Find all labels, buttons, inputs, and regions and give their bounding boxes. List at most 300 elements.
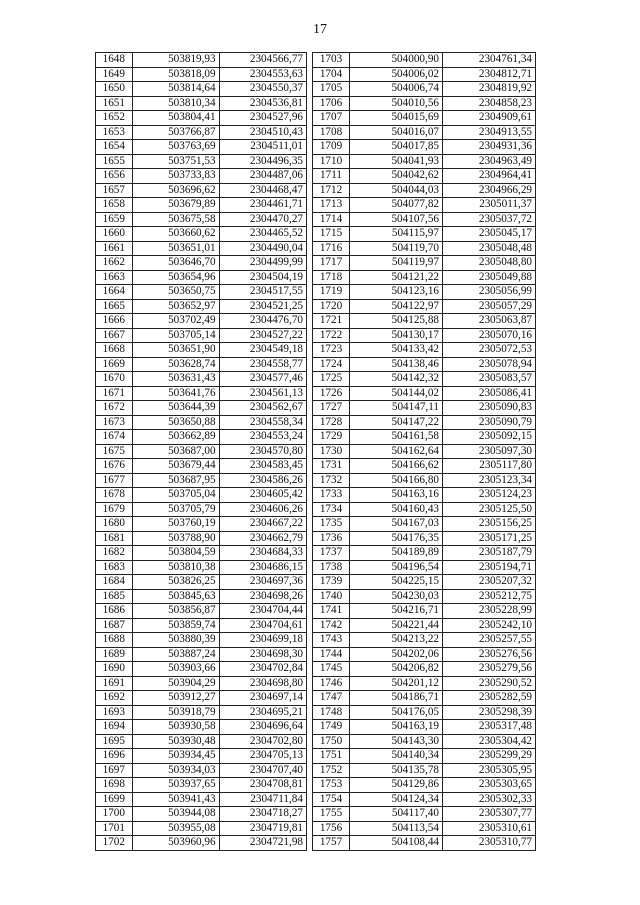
x-coordinate-cell: 504042,62 bbox=[350, 169, 443, 184]
table-row bbox=[313, 154, 536, 169]
point-number-cell: 1695 bbox=[96, 734, 133, 749]
x-coordinate-cell: 503660,62 bbox=[132, 227, 219, 242]
x-coordinate-cell: 504143,30 bbox=[350, 734, 443, 749]
y-coordinate-cell: 2305063,87 bbox=[443, 314, 536, 329]
x-coordinate-cell: 504107,56 bbox=[350, 212, 443, 227]
x-coordinate-cell: 504010,56 bbox=[350, 96, 443, 111]
y-coordinate-cell: 2304708,81 bbox=[219, 778, 306, 793]
point-number-cell: 1716 bbox=[313, 241, 350, 256]
y-coordinate-cell: 2304704,61 bbox=[219, 618, 306, 633]
point-number-cell: 1720 bbox=[313, 299, 350, 314]
y-coordinate-cell: 2305310,77 bbox=[443, 836, 536, 851]
y-coordinate-cell: 2304605,42 bbox=[219, 488, 306, 503]
table-row bbox=[96, 314, 307, 329]
point-number-cell: 1649 bbox=[96, 67, 133, 82]
table-row bbox=[313, 618, 536, 633]
x-coordinate-cell: 504196,54 bbox=[350, 560, 443, 575]
table-row bbox=[313, 546, 536, 561]
y-coordinate-cell: 2305242,10 bbox=[443, 618, 536, 633]
point-number-cell: 1668 bbox=[96, 343, 133, 358]
point-number-cell: 1756 bbox=[313, 821, 350, 836]
y-coordinate-cell: 2304461,71 bbox=[219, 198, 306, 213]
x-coordinate-cell: 504225,15 bbox=[350, 575, 443, 590]
y-coordinate-cell: 2304913,55 bbox=[443, 125, 536, 140]
x-coordinate-cell: 504006,02 bbox=[350, 67, 443, 82]
y-coordinate-cell: 2304696,64 bbox=[219, 720, 306, 735]
x-coordinate-cell: 503644,39 bbox=[132, 401, 219, 416]
table-row bbox=[96, 299, 307, 314]
point-number-cell: 1681 bbox=[96, 531, 133, 546]
y-coordinate-cell: 2304558,77 bbox=[219, 357, 306, 372]
y-coordinate-cell: 2305037,72 bbox=[443, 212, 536, 227]
y-coordinate-cell: 2304510,43 bbox=[219, 125, 306, 140]
point-number-cell: 1725 bbox=[313, 372, 350, 387]
x-coordinate-cell: 504124,34 bbox=[350, 792, 443, 807]
table-row bbox=[96, 807, 307, 822]
table-row bbox=[96, 676, 307, 691]
point-number-cell: 1723 bbox=[313, 343, 350, 358]
x-coordinate-cell: 504216,71 bbox=[350, 604, 443, 619]
x-coordinate-cell: 503960,96 bbox=[132, 836, 219, 851]
point-number-cell: 1666 bbox=[96, 314, 133, 329]
y-coordinate-cell: 2305156,25 bbox=[443, 517, 536, 532]
page-number: 17 bbox=[313, 22, 327, 37]
x-coordinate-cell: 503702,49 bbox=[132, 314, 219, 329]
y-coordinate-cell: 2305124,23 bbox=[443, 488, 536, 503]
x-coordinate-cell: 503819,93 bbox=[132, 53, 219, 68]
x-coordinate-cell: 504122,97 bbox=[350, 299, 443, 314]
table-row bbox=[96, 53, 307, 68]
y-coordinate-cell: 2304707,40 bbox=[219, 763, 306, 778]
x-coordinate-cell: 503651,90 bbox=[132, 343, 219, 358]
point-number-cell: 1713 bbox=[313, 198, 350, 213]
x-coordinate-cell: 503631,43 bbox=[132, 372, 219, 387]
table-row bbox=[313, 299, 536, 314]
y-coordinate-cell: 2304699,18 bbox=[219, 633, 306, 648]
table-row bbox=[96, 198, 307, 213]
point-number-cell: 1664 bbox=[96, 285, 133, 300]
y-coordinate-cell: 2304667,22 bbox=[219, 517, 306, 532]
point-number-cell: 1654 bbox=[96, 140, 133, 155]
point-number-cell: 1744 bbox=[313, 647, 350, 662]
x-coordinate-cell: 503675,58 bbox=[132, 212, 219, 227]
y-coordinate-cell: 2305302,33 bbox=[443, 792, 536, 807]
y-coordinate-cell: 2304606,26 bbox=[219, 502, 306, 517]
y-coordinate-cell: 2304819,92 bbox=[443, 82, 536, 97]
y-coordinate-cell: 2304931,36 bbox=[443, 140, 536, 155]
point-number-cell: 1691 bbox=[96, 676, 133, 691]
table-row bbox=[313, 227, 536, 242]
y-coordinate-cell: 2304698,80 bbox=[219, 676, 306, 691]
table-row bbox=[96, 502, 307, 517]
y-coordinate-cell: 2304499,99 bbox=[219, 256, 306, 271]
y-coordinate-cell: 2305303,65 bbox=[443, 778, 536, 793]
table-row bbox=[313, 633, 536, 648]
table-row bbox=[96, 517, 307, 532]
y-coordinate-cell: 2304465,52 bbox=[219, 227, 306, 242]
point-number-cell: 1750 bbox=[313, 734, 350, 749]
point-number-cell: 1700 bbox=[96, 807, 133, 822]
x-coordinate-cell: 504189,89 bbox=[350, 546, 443, 561]
point-number-cell: 1747 bbox=[313, 691, 350, 706]
y-coordinate-cell: 2305171,25 bbox=[443, 531, 536, 546]
table-row bbox=[96, 604, 307, 619]
point-number-cell: 1708 bbox=[313, 125, 350, 140]
x-coordinate-cell: 503955,08 bbox=[132, 821, 219, 836]
table-row bbox=[313, 691, 536, 706]
x-coordinate-cell: 504202,06 bbox=[350, 647, 443, 662]
point-number-cell: 1667 bbox=[96, 328, 133, 343]
y-coordinate-cell: 2304761,34 bbox=[443, 53, 536, 68]
point-number-cell: 1729 bbox=[313, 430, 350, 445]
x-coordinate-cell: 504000,90 bbox=[350, 53, 443, 68]
table-row bbox=[96, 459, 307, 474]
y-coordinate-cell: 2305299,29 bbox=[443, 749, 536, 764]
y-coordinate-cell: 2305228,99 bbox=[443, 604, 536, 619]
point-number-cell: 1648 bbox=[96, 53, 133, 68]
y-coordinate-cell: 2304487,06 bbox=[219, 169, 306, 184]
point-number-cell: 1755 bbox=[313, 807, 350, 822]
table-row bbox=[96, 111, 307, 126]
x-coordinate-cell: 504113,54 bbox=[350, 821, 443, 836]
table-row bbox=[313, 589, 536, 604]
table-row bbox=[313, 372, 536, 387]
table-row bbox=[96, 270, 307, 285]
table-row bbox=[313, 749, 536, 764]
x-coordinate-cell: 503804,59 bbox=[132, 546, 219, 561]
point-number-cell: 1730 bbox=[313, 444, 350, 459]
table-row bbox=[96, 575, 307, 590]
y-coordinate-cell: 2305011,37 bbox=[443, 198, 536, 213]
y-coordinate-cell: 2304702,80 bbox=[219, 734, 306, 749]
y-coordinate-cell: 2304490,04 bbox=[219, 241, 306, 256]
table-row bbox=[96, 183, 307, 198]
table-row bbox=[96, 821, 307, 836]
table-row bbox=[313, 778, 536, 793]
coordinate-table-left bbox=[95, 52, 307, 851]
point-number-cell: 1742 bbox=[313, 618, 350, 633]
point-number-cell: 1745 bbox=[313, 662, 350, 677]
y-coordinate-cell: 2305194,71 bbox=[443, 560, 536, 575]
x-coordinate-cell: 504160,43 bbox=[350, 502, 443, 517]
point-number-cell: 1698 bbox=[96, 778, 133, 793]
table-row bbox=[313, 401, 536, 416]
x-coordinate-cell: 503937,65 bbox=[132, 778, 219, 793]
x-coordinate-cell: 503696,62 bbox=[132, 183, 219, 198]
x-coordinate-cell: 503651,01 bbox=[132, 241, 219, 256]
x-coordinate-cell: 504041,93 bbox=[350, 154, 443, 169]
point-number-cell: 1751 bbox=[313, 749, 350, 764]
point-number-cell: 1686 bbox=[96, 604, 133, 619]
x-coordinate-cell: 504108,44 bbox=[350, 836, 443, 851]
point-number-cell: 1704 bbox=[313, 67, 350, 82]
y-coordinate-cell: 2305070,16 bbox=[443, 328, 536, 343]
point-number-cell: 1741 bbox=[313, 604, 350, 619]
y-coordinate-cell: 2305078,94 bbox=[443, 357, 536, 372]
point-number-cell: 1719 bbox=[313, 285, 350, 300]
y-coordinate-cell: 2304496,35 bbox=[219, 154, 306, 169]
x-coordinate-cell: 503912,27 bbox=[132, 691, 219, 706]
x-coordinate-cell: 504213,22 bbox=[350, 633, 443, 648]
x-coordinate-cell: 503818,09 bbox=[132, 67, 219, 82]
table-row bbox=[96, 343, 307, 358]
table-row bbox=[313, 705, 536, 720]
point-number-cell: 1684 bbox=[96, 575, 133, 590]
table-row bbox=[313, 314, 536, 329]
table-row bbox=[313, 270, 536, 285]
x-coordinate-cell: 503826,25 bbox=[132, 575, 219, 590]
x-coordinate-cell: 504133,42 bbox=[350, 343, 443, 358]
table-row bbox=[96, 734, 307, 749]
point-number-cell: 1740 bbox=[313, 589, 350, 604]
table-row bbox=[96, 647, 307, 662]
x-coordinate-cell: 503880,39 bbox=[132, 633, 219, 648]
table-row bbox=[313, 328, 536, 343]
x-coordinate-cell: 503705,14 bbox=[132, 328, 219, 343]
point-number-cell: 1669 bbox=[96, 357, 133, 372]
table-row bbox=[313, 459, 536, 474]
y-coordinate-cell: 2304521,25 bbox=[219, 299, 306, 314]
point-number-cell: 1674 bbox=[96, 430, 133, 445]
y-coordinate-cell: 2304719,81 bbox=[219, 821, 306, 836]
y-coordinate-cell: 2304553,63 bbox=[219, 67, 306, 82]
point-number-cell: 1656 bbox=[96, 169, 133, 184]
table-row bbox=[96, 618, 307, 633]
table-row bbox=[96, 212, 307, 227]
x-coordinate-cell: 503705,79 bbox=[132, 502, 219, 517]
y-coordinate-cell: 2304698,30 bbox=[219, 647, 306, 662]
y-coordinate-cell: 2304698,26 bbox=[219, 589, 306, 604]
point-number-cell: 1655 bbox=[96, 154, 133, 169]
table-row bbox=[313, 720, 536, 735]
point-number-cell: 1722 bbox=[313, 328, 350, 343]
table-row bbox=[313, 140, 536, 155]
x-coordinate-cell: 503650,75 bbox=[132, 285, 219, 300]
x-coordinate-cell: 504147,11 bbox=[350, 401, 443, 416]
point-number-cell: 1739 bbox=[313, 575, 350, 590]
table-row bbox=[313, 604, 536, 619]
y-coordinate-cell: 2304558,34 bbox=[219, 415, 306, 430]
point-number-cell: 1670 bbox=[96, 372, 133, 387]
x-coordinate-cell: 504167,03 bbox=[350, 517, 443, 532]
point-number-cell: 1665 bbox=[96, 299, 133, 314]
point-number-cell: 1754 bbox=[313, 792, 350, 807]
point-number-cell: 1676 bbox=[96, 459, 133, 474]
y-coordinate-cell: 2305304,42 bbox=[443, 734, 536, 749]
x-coordinate-cell: 503845,63 bbox=[132, 589, 219, 604]
x-coordinate-cell: 504230,03 bbox=[350, 589, 443, 604]
x-coordinate-cell: 504016,07 bbox=[350, 125, 443, 140]
point-number-cell: 1749 bbox=[313, 720, 350, 735]
point-number-cell: 1734 bbox=[313, 502, 350, 517]
point-number-cell: 1714 bbox=[313, 212, 350, 227]
y-coordinate-cell: 2305090,83 bbox=[443, 401, 536, 416]
point-number-cell: 1652 bbox=[96, 111, 133, 126]
table-row bbox=[96, 96, 307, 111]
table-row bbox=[96, 560, 307, 575]
point-number-cell: 1736 bbox=[313, 531, 350, 546]
point-number-cell: 1737 bbox=[313, 546, 350, 561]
y-coordinate-cell: 2304468,47 bbox=[219, 183, 306, 198]
point-number-cell: 1724 bbox=[313, 357, 350, 372]
table-row bbox=[313, 473, 536, 488]
point-number-cell: 1717 bbox=[313, 256, 350, 271]
point-number-cell: 1712 bbox=[313, 183, 350, 198]
table-row bbox=[96, 749, 307, 764]
x-coordinate-cell: 503941,43 bbox=[132, 792, 219, 807]
point-number-cell: 1728 bbox=[313, 415, 350, 430]
y-coordinate-cell: 2304504,19 bbox=[219, 270, 306, 285]
y-coordinate-cell: 2304562,67 bbox=[219, 401, 306, 416]
table-row bbox=[96, 633, 307, 648]
table-row bbox=[313, 82, 536, 97]
y-coordinate-cell: 2305057,29 bbox=[443, 299, 536, 314]
point-number-cell: 1679 bbox=[96, 502, 133, 517]
y-coordinate-cell: 2305310,61 bbox=[443, 821, 536, 836]
y-coordinate-cell: 2305290,52 bbox=[443, 676, 536, 691]
table-row bbox=[96, 589, 307, 604]
x-coordinate-cell: 503814,64 bbox=[132, 82, 219, 97]
table-row bbox=[96, 662, 307, 677]
x-coordinate-cell: 503903,66 bbox=[132, 662, 219, 677]
y-coordinate-cell: 2304909,61 bbox=[443, 111, 536, 126]
y-coordinate-cell: 2305072,53 bbox=[443, 343, 536, 358]
y-coordinate-cell: 2304517,55 bbox=[219, 285, 306, 300]
table-row bbox=[313, 836, 536, 851]
x-coordinate-cell: 504135,78 bbox=[350, 763, 443, 778]
point-number-cell: 1727 bbox=[313, 401, 350, 416]
point-number-cell: 1689 bbox=[96, 647, 133, 662]
table-row bbox=[313, 169, 536, 184]
point-number-cell: 1715 bbox=[313, 227, 350, 242]
point-number-cell: 1699 bbox=[96, 792, 133, 807]
table-row bbox=[313, 792, 536, 807]
y-coordinate-cell: 2304511,01 bbox=[219, 140, 306, 155]
y-coordinate-cell: 2305279,56 bbox=[443, 662, 536, 677]
y-coordinate-cell: 2305276,56 bbox=[443, 647, 536, 662]
x-coordinate-cell: 503733,83 bbox=[132, 169, 219, 184]
y-coordinate-cell: 2305282,59 bbox=[443, 691, 536, 706]
table-row bbox=[96, 705, 307, 720]
coordinate-table-right bbox=[312, 52, 536, 851]
x-coordinate-cell: 503650,88 bbox=[132, 415, 219, 430]
point-number-cell: 1693 bbox=[96, 705, 133, 720]
y-coordinate-cell: 2305257,55 bbox=[443, 633, 536, 648]
y-coordinate-cell: 2304586,26 bbox=[219, 473, 306, 488]
y-coordinate-cell: 2305307,77 bbox=[443, 807, 536, 822]
y-coordinate-cell: 2304561,13 bbox=[219, 386, 306, 401]
table-row bbox=[313, 430, 536, 445]
table-row bbox=[96, 386, 307, 401]
point-number-cell: 1733 bbox=[313, 488, 350, 503]
table-row bbox=[313, 386, 536, 401]
point-number-cell: 1692 bbox=[96, 691, 133, 706]
point-number-cell: 1682 bbox=[96, 546, 133, 561]
y-coordinate-cell: 2304536,81 bbox=[219, 96, 306, 111]
y-coordinate-cell: 2304812,71 bbox=[443, 67, 536, 82]
x-coordinate-cell: 504017,85 bbox=[350, 140, 443, 155]
x-coordinate-cell: 504221,44 bbox=[350, 618, 443, 633]
point-number-cell: 1707 bbox=[313, 111, 350, 126]
point-number-cell: 1746 bbox=[313, 676, 350, 691]
x-coordinate-cell: 504130,17 bbox=[350, 328, 443, 343]
y-coordinate-cell: 2305049,88 bbox=[443, 270, 536, 285]
point-number-cell: 1718 bbox=[313, 270, 350, 285]
y-coordinate-cell: 2304662,79 bbox=[219, 531, 306, 546]
x-coordinate-cell: 504176,05 bbox=[350, 705, 443, 720]
y-coordinate-cell: 2304550,37 bbox=[219, 82, 306, 97]
table-row bbox=[313, 357, 536, 372]
table-row bbox=[96, 473, 307, 488]
x-coordinate-cell: 503705,04 bbox=[132, 488, 219, 503]
point-number-cell: 1660 bbox=[96, 227, 133, 242]
x-coordinate-cell: 503904,29 bbox=[132, 676, 219, 691]
table-row bbox=[96, 140, 307, 155]
point-number-cell: 1702 bbox=[96, 836, 133, 851]
table-row bbox=[96, 227, 307, 242]
x-coordinate-cell: 503641,76 bbox=[132, 386, 219, 401]
y-coordinate-cell: 2305086,41 bbox=[443, 386, 536, 401]
x-coordinate-cell: 503679,44 bbox=[132, 459, 219, 474]
x-coordinate-cell: 503934,03 bbox=[132, 763, 219, 778]
y-coordinate-cell: 2304695,21 bbox=[219, 705, 306, 720]
x-coordinate-cell: 503687,95 bbox=[132, 473, 219, 488]
y-coordinate-cell: 2304966,29 bbox=[443, 183, 536, 198]
table-row bbox=[313, 763, 536, 778]
y-coordinate-cell: 2304553,24 bbox=[219, 430, 306, 445]
table-row bbox=[313, 662, 536, 677]
x-coordinate-cell: 503679,89 bbox=[132, 198, 219, 213]
table-row bbox=[313, 256, 536, 271]
coordinate-table-right-body bbox=[313, 53, 536, 851]
x-coordinate-cell: 504201,12 bbox=[350, 676, 443, 691]
y-coordinate-cell: 2305305,95 bbox=[443, 763, 536, 778]
table-row bbox=[96, 256, 307, 271]
y-coordinate-cell: 2304711,84 bbox=[219, 792, 306, 807]
table-row bbox=[313, 212, 536, 227]
x-coordinate-cell: 503646,70 bbox=[132, 256, 219, 271]
x-coordinate-cell: 503944,08 bbox=[132, 807, 219, 822]
y-coordinate-cell: 2304697,14 bbox=[219, 691, 306, 706]
x-coordinate-cell: 503628,74 bbox=[132, 357, 219, 372]
table-row bbox=[96, 328, 307, 343]
y-coordinate-cell: 2305212,75 bbox=[443, 589, 536, 604]
x-coordinate-cell: 504129,86 bbox=[350, 778, 443, 793]
y-coordinate-cell: 2304476,70 bbox=[219, 314, 306, 329]
y-coordinate-cell: 2305045,17 bbox=[443, 227, 536, 242]
point-number-cell: 1651 bbox=[96, 96, 133, 111]
x-coordinate-cell: 504077,82 bbox=[350, 198, 443, 213]
x-coordinate-cell: 504176,35 bbox=[350, 531, 443, 546]
x-coordinate-cell: 504119,70 bbox=[350, 241, 443, 256]
x-coordinate-cell: 504161,58 bbox=[350, 430, 443, 445]
point-number-cell: 1757 bbox=[313, 836, 350, 851]
y-coordinate-cell: 2304702,84 bbox=[219, 662, 306, 677]
x-coordinate-cell: 504015,69 bbox=[350, 111, 443, 126]
x-coordinate-cell: 504006,74 bbox=[350, 82, 443, 97]
table-row bbox=[96, 415, 307, 430]
y-coordinate-cell: 2304549,18 bbox=[219, 343, 306, 358]
x-coordinate-cell: 503934,45 bbox=[132, 749, 219, 764]
table-row bbox=[96, 720, 307, 735]
point-number-cell: 1710 bbox=[313, 154, 350, 169]
x-coordinate-cell: 504206,82 bbox=[350, 662, 443, 677]
table-row bbox=[96, 531, 307, 546]
y-coordinate-cell: 2304527,96 bbox=[219, 111, 306, 126]
y-coordinate-cell: 2304470,27 bbox=[219, 212, 306, 227]
y-coordinate-cell: 2305298,39 bbox=[443, 705, 536, 720]
table-row bbox=[96, 67, 307, 82]
